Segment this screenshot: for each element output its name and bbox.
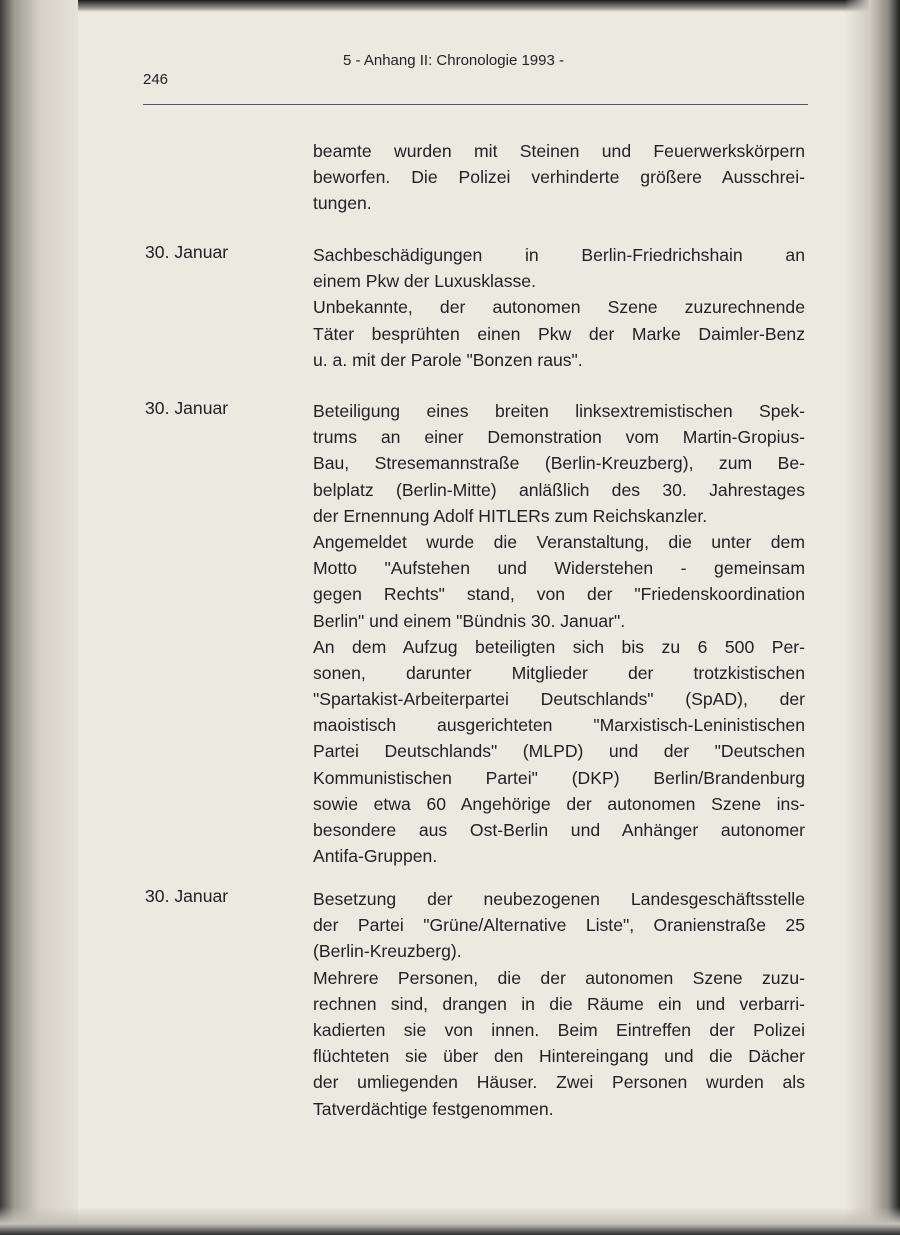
- entry-line: beamte wurden mit Steinen und Feuerwerkskörpern: [313, 141, 805, 161]
- page-number: 246: [143, 71, 169, 88]
- book-binding-shadow: [0, 0, 78, 1235]
- entry-line: belplatz (Berlin-Mitte) anläßlich des 30. Jahrestages: [313, 479, 805, 500]
- entry-line: Besetzung der neubezogenen Landesgeschäftsstelle: [313, 889, 805, 909]
- entry-line: u. a. mit der Parole "Bonzen raus".: [313, 349, 583, 370]
- entry-line: beworfen. Die Polizei verhinderte größere Ausschrei-: [313, 167, 805, 188]
- entry-text: [313, 242, 805, 373]
- entry-line: der umliegenden Häuser. Zwei Personen wurden als: [313, 1072, 805, 1093]
- entry-line: Kommunistischen Partei" (DKP) Berlin/Brandenburg: [313, 767, 805, 788]
- entry-date: 30. Januar: [145, 398, 229, 418]
- entry-line: maoistisch ausgerichteten "Marxistisch-Leninistischen: [313, 715, 805, 736]
- entry-line: "Spartakist-Arbeiterpartei Deutschlands" (SpAD), der: [313, 689, 805, 710]
- entry-text: [313, 398, 805, 869]
- entry-line: sowie etwa 60 Angehörige der autonomen Szene ins-: [313, 793, 805, 814]
- entry-date: 30. Januar: [145, 242, 229, 262]
- entry-continuation: [313, 138, 805, 217]
- entry-line: der Partei "Grüne/Alternative Liste", Oranienstraße 25: [313, 915, 805, 936]
- entry-line: Angemeldet wurde die Veranstaltung, die unter dem: [313, 531, 805, 552]
- entry-line: Unbekannte, der autonomen Szene zuzurechnende: [313, 297, 805, 318]
- entry-line: An dem Aufzug beteiligten sich bis zu 6 500 Per-: [313, 636, 805, 657]
- entry-line: Antifa-Gruppen.: [313, 846, 438, 867]
- entry-line: sonen, darunter Mitglieder der trotzkistischen: [313, 662, 805, 683]
- entry-line: Mehrere Personen, die der autonomen Szene zuzu-: [313, 967, 805, 988]
- entry-line: tungen.: [313, 193, 372, 214]
- entry-line: trums an einer Demonstration vom Martin-Gropius-: [313, 427, 805, 448]
- page-right-edge: [844, 0, 900, 1235]
- entry-line: Motto "Aufstehen und Widerstehen - gemeinsam: [313, 558, 805, 579]
- header-rule: [143, 104, 808, 105]
- entry-line: Täter besprühten einen Pkw der Marke Daimler-Benz: [313, 323, 805, 344]
- entry-line: Bau, Stresemannstraße (Berlin-Kreuzberg), zum Be-: [313, 453, 805, 474]
- entry-line: der Ernennung Adolf HITLERs zum Reichskanzler.: [313, 505, 708, 526]
- entry-line: Beteiligung eines breiten linksextremistischen Spek-: [313, 401, 805, 421]
- entry-line: gegen Rechts" stand, von der "Friedenskoordination: [313, 584, 805, 605]
- entry-line: besondere aus Ost-Berlin und Anhänger autonomer: [313, 820, 805, 840]
- page-bottom-edge: [0, 1207, 900, 1235]
- page-top-shadow: [0, 0, 900, 12]
- entry-line: kadierten sie von innen. Beim Eintreffen der Polizei: [313, 1019, 805, 1040]
- entry-line: Sachbeschädigungen in Berlin-Friedrichshain an: [313, 245, 805, 265]
- running-head: 5 - Anhang II: Chronologie 1993 -: [343, 52, 564, 69]
- entry-date: 30. Januar: [145, 886, 229, 906]
- entry-line: flüchteten sie über den Hintereingang und die Dächer: [313, 1046, 805, 1067]
- entry-line: (Berlin-Kreuzberg).: [313, 941, 462, 962]
- entry-line: Berlin" und einem "Bündnis 30. Januar".: [313, 610, 626, 631]
- entry-text: [313, 886, 805, 1122]
- entry-line: Tatverdächtige festgenommen.: [313, 1098, 554, 1119]
- entry-line: rechnen sind, drangen in die Räume ein und verbarri-: [313, 993, 805, 1014]
- entry-line: einem Pkw der Luxusklasse.: [313, 271, 536, 292]
- entry-line: Partei Deutschlands" (MLPD) und der "Deutschen: [313, 741, 805, 762]
